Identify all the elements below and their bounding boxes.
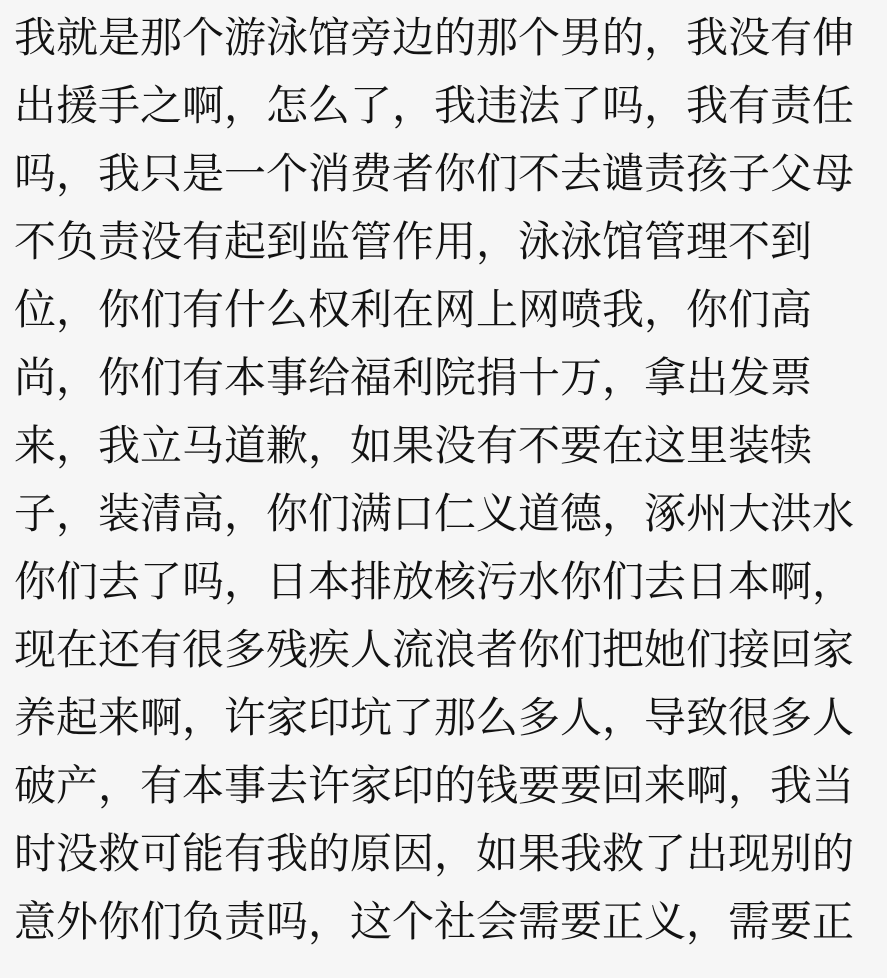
post-text-line-3: 吗，我只是一个消费者你们不去谴责孩子父母 — [14, 149, 855, 198]
post-text-line-4: 不负责没有起到监管作用，泳泳馆管理不到 — [14, 217, 813, 266]
post-text-line-11: 养起来啊，许家印坑了那么多人，导致很多人 — [14, 693, 855, 742]
post-text-line-5: 位，你们有什么权利在网上网喷我，你们高 — [14, 285, 813, 334]
post-text-line-2: 出援手之啊，怎么了，我违法了吗，我有责任 — [14, 81, 855, 130]
post-text-line-1: 我就是那个游泳馆旁边的那个男的，我没有伸 — [14, 13, 855, 62]
post-text-line-8: 子，装清高，你们满口仁义道德，涿州大洪水 — [14, 489, 855, 538]
post-text-line-7: 来，我立马道歉，如果没有不要在这里装犊 — [14, 421, 813, 470]
post-text-line-10: 现在还有很多残疾人流浪者你们把她们接回家 — [14, 625, 855, 674]
post-text-line-6: 尚，你们有本事给福利院捐十万，拿出发票 — [14, 353, 813, 402]
post-text-block — [14, 4, 887, 956]
post-text-line-12: 破产，有本事去许家印的钱要要回来啊，我当 — [14, 761, 855, 810]
post-text-line-13: 时没救可能有我的原因，如果我救了出现别的 — [14, 829, 855, 878]
post-text-line-14: 意外你们负责吗，这个社会需要正义，需要正 — [14, 897, 855, 946]
post-text-line-9: 你们去了吗，日本排放核污水你们去日本啊， — [14, 557, 855, 606]
